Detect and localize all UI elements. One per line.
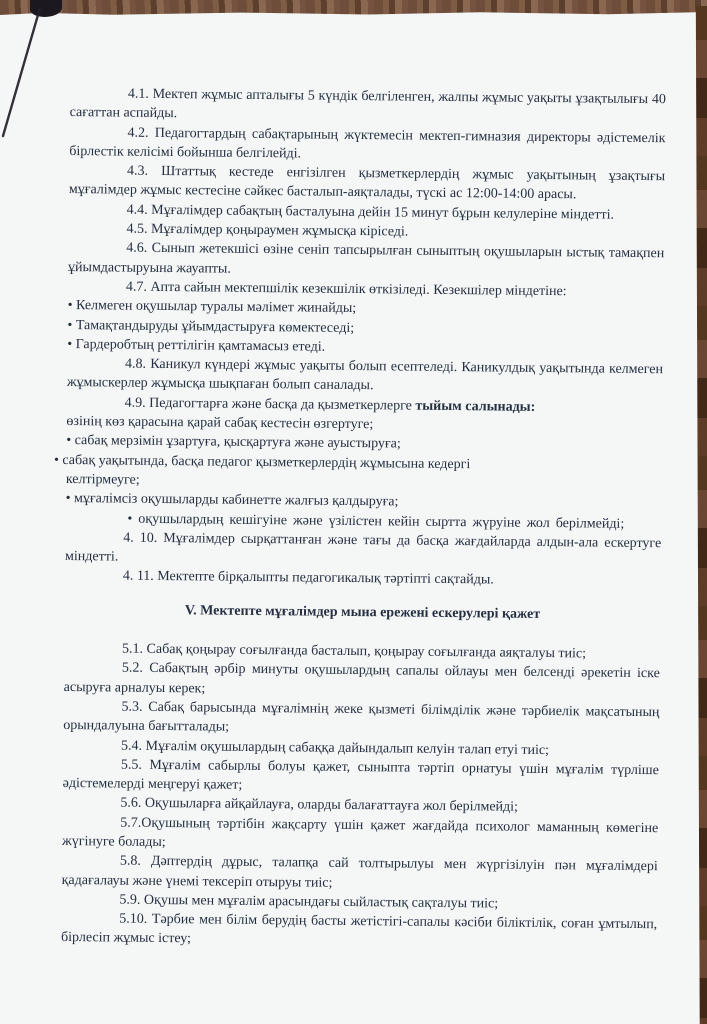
bullet-item: • Тамақтандыруды ұйымдастыруға көмектеседі; (67, 317, 355, 336)
paragraph-4-9-subitem: өзінің көз қарасына қарай сабақ кестесін өзгертуге; (66, 414, 374, 433)
paragraph-5-8: 5.8. Дәптердің дұрыс, талапқа сай толтырылуы мен жүргізілуін пән мұғалімдері қадағалауы және үнемі тексеріп отыруы тиіс; (61, 853, 658, 891)
bullet-item: • сабақ мерзімін ұзартуға, қысқартуға және ауыстыруға; (66, 433, 401, 452)
paragraph-5-10: 5.10. Тәрбие мен білім берудің басты жетістігі-сапалы кәсіби біліктілік, соған ұмтылып, бірлесіп жұмыс істеу; (60, 911, 658, 947)
paragraph-5-9: 5.9. Оқушы мен мұғалім арасындағы сыйластық сақталуы тиіс; (119, 892, 499, 912)
paragraph-5-1: 5.1. Сабақ қоңырау соғылғанда басталып, қоңырау соғылғанда аяқталуы тиіс; (122, 641, 587, 662)
section-5-heading: V. Мектепте мұғалімдер мына ережені ескерулері қажет (184, 602, 541, 622)
paragraph-4-5: 4.5. Мұғалімдер қоңыраумен жұмысқа кіріседі. (126, 221, 409, 240)
bullet-item: • оқушылардың кешігуіне және үзілістен кейін сыртта жүруіне жол берілмейді; (127, 511, 625, 532)
paragraph-4-9-text: 4.9. Педагогтарға және басқа да қызметкерлерге (124, 395, 416, 414)
paragraph-5-4: 5.4. Мұғалім оқушылардың сабаққа дайындалып келуін талап етуі тиіс; (120, 738, 550, 758)
paragraph-4-3: 4.3. Штаттық кестеде енгізілген қызметкерлердің жұмыс уақытының ұзақтығы мұғалімдер жұмыс кестесіне сәйкес басталып-аяқталады, түскі ас 12:00-14:00 арасы. (68, 163, 666, 203)
paragraph-4-11: 4. 11. Мектепте бірқалыпты педагогикалық тәртіпті сақтайды. (122, 569, 494, 588)
document-body (53, 84, 666, 954)
bullet-item: • сабақ уақытында, басқа педагог қызметкерлердің жұмысына кедергі келтірмеуге; (53, 452, 471, 488)
scan-edge-top (0, 0, 707, 15)
paragraph-4-10: 4. 10. Мұғалімдер сырқаттанған және тағы да басқа жағдайларда алдын-ала ескертуге міндетті. (64, 530, 662, 565)
paragraph-4-6: 4.6. Сынып жетекшісі өзіне сеніп тапсырылған сыныптың оқушыларын ыстық тамақпен ұйымдастыруына жауапты. (68, 240, 665, 277)
paragraph-5-6: 5.6. Оқушыларға айқайлауға, оларды балағаттауға жол берілмейді; (120, 795, 519, 816)
bullet-item: • Гардеробтың реттілігін қамтамасыз етеді. (67, 336, 326, 355)
paragraph-4-9-bold-text: тыйым салынады: (415, 398, 536, 415)
paragraph-5-3: 5.3. Сабақ барысында мұғалімнің жеке қызметі білімділік және тәрбиелік мақсатының орындалуына бағытталады; (63, 699, 660, 735)
paragraph-4-8: 4.8. Каникул күндері жұмыс уақыты болып есептеледі. Каникулдық уақытында келмеген жұмыскерлер жұмысқа шықпаған болып саналады. (66, 356, 664, 394)
paragraph-5-2: 5.2. Сабақтың әрбір минуты оқушылардың сапалы ойлауы мен белсенді әрекетін іске асыруға арналуы керек; (63, 660, 660, 697)
paragraph-4-7: 4.7. Апта сайын мектепшілік кезекшілік өткізіледі. Кезекшілер міндетіне: (125, 279, 567, 300)
paragraph-5-7: 5.7.Оқушының тәртібін жақсарту үшін қажет жағдайда психолог маманның көмегіне жүгінуге болады; (61, 815, 659, 851)
paragraph-4-4: 4.4. Мұғалімдер сабақтың басталуына дейін 15 минут бұрын келулеріне міндетті. (126, 202, 615, 223)
bullet-item: • Келмеген оқушылар туралы мәлімет жинайды; (67, 298, 357, 317)
bullet-item: • мұғалімсіз оқушыларды кабинетте жалғыз қалдыруға; (65, 491, 399, 510)
scan-edge-right (694, 6, 707, 1024)
paragraph-4-2: 4.2. Педагогтардың сабақтарының жүктемесін мектеп-гимназия директоры әдістемелік бірлестік келісімі бойынша белгілейді. (69, 125, 666, 162)
paragraph-4-1: 4.1. Мектеп жұмыс апталығы 5 күндік белгіленген, жалпы жұмыс уақыты ұзақтылығы 40 сағаттан аспайды. (69, 86, 666, 122)
paragraph-5-5: 5.5. Мұғалім сабырлы болуы қажет, сыныпта тәртіп орнатуы үшін мұғалім түрліше әдістемелерді меңгеруі қажет; (62, 757, 659, 793)
scan-crease-line (0, 8, 60, 178)
